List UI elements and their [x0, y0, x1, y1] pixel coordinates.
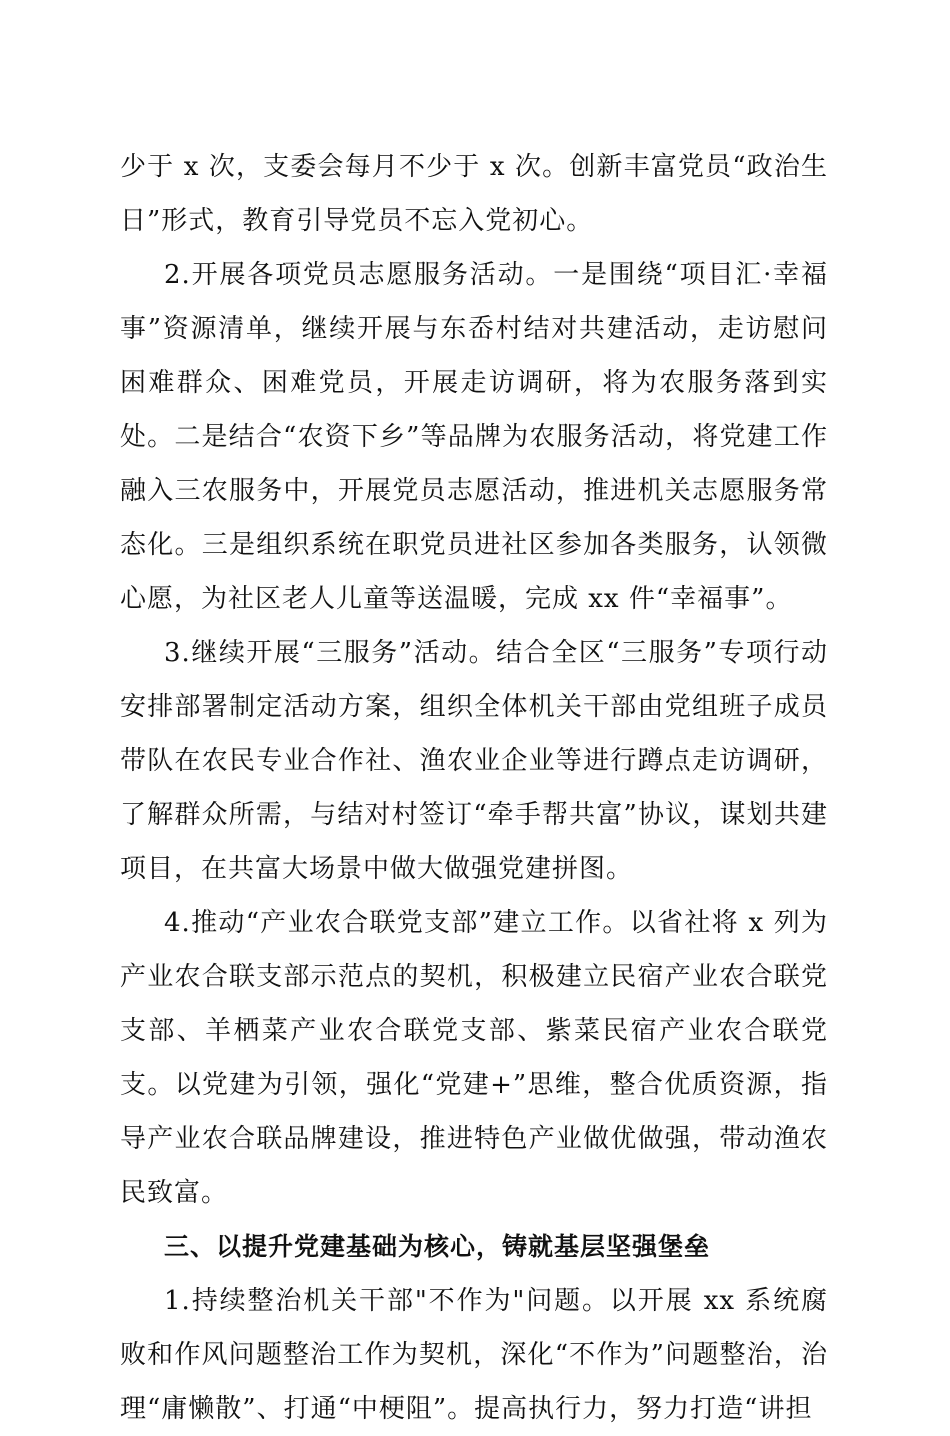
paragraph-rectify-inaction: 1.持续整治机关干部"不作为"问题。以开展 xx 系统腐败和作风问题整治工作为契机，深化“不作为”问题整治，治理“庸懒散”、打通“中梗阻”。提高执行力，努力打造“讲担 — [120, 1286, 828, 1424]
paragraph-volunteer-service: 2.开展各项党员志愿服务活动。一是围绕“项目汇·幸福事”资源清单，继续开展与东岙村结对共建活动，走访慰问困难群众、困难党员，开展走访调研，将为农服务落到实处。二是结合“农资下乡”等品牌为农服务活动，将党建工作融入三农服务中，开展党员志愿活动，推进机关志愿服务常态化。三是组织系统在职党员进社区参加各类服务，认领微心愿，为社区老人儿童等送温暖，完成 xx 件“幸福事”。 — [120, 260, 828, 614]
paragraph-continued: 少于 x 次，支委会每月不少于 x 次。创新丰富党员“政治生日”形式，教育引导党员不忘入党初心。 — [120, 152, 828, 236]
section-heading: 三、以提升党建基础为核心，铸就基层坚强堡垒 — [164, 1232, 711, 1261]
paragraph-industry-party-branch: 4.推动“产业农合联党支部”建立工作。以省社将 x 列为产业农合联支部示范点的契机，积极建立民宿产业农合联党支部、羊栖菜产业农合联党支部、紫菜民宿产业农合联党支。以党建为引领，强化“党建+”思维，整合优质资源，指导产业农合联品牌建设，推进特色产业做优做强，带动渔农民致富。 — [120, 908, 828, 1208]
paragraph-three-services: 3.继续开展“三服务”活动。结合全区“三服务”专项行动安排部署制定活动方案，组织全体机关干部由党组班子成员带队在农民专业合作社、渔农业企业等进行蹲点走访调研，了解群众所需，与结对村签订“牵手帮共富”协议，谋划共建项目，在共富大场景中做大做强党建拼图。 — [120, 638, 828, 884]
document-body — [120, 140, 828, 1436]
